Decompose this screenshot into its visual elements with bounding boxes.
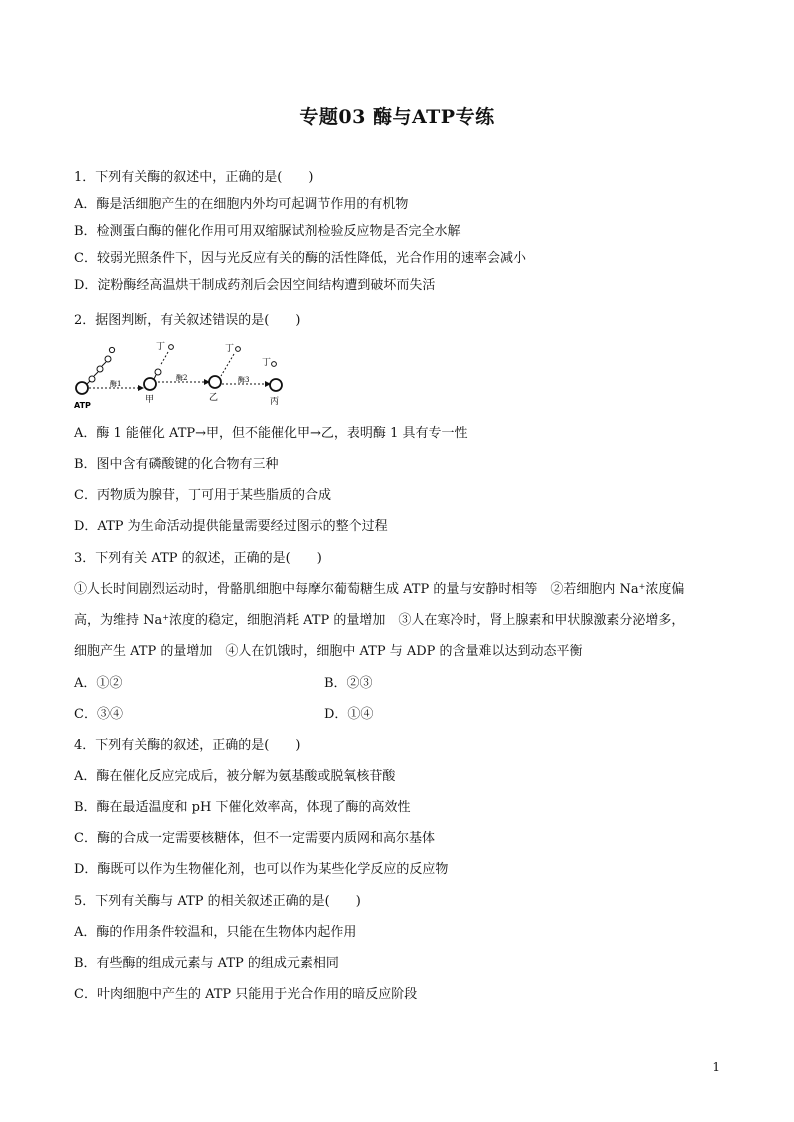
q2-option-a: A．酶 1 能催化 ATP→甲，但不能催化甲→乙，表明酶 1 具有专一性 — [74, 426, 468, 441]
enzyme3-label: 酶3 — [238, 376, 250, 384]
q3-stem: 3．下列有关 ATP 的叙述，正确的是( ) — [74, 551, 322, 566]
yi-adenosine-circle — [209, 376, 221, 388]
q3-p2-superscript: + — [162, 613, 169, 622]
q4-option-a: A．酶在催化反应完成后，被分解为氨基酸或脱氧核苷酸 — [74, 769, 396, 784]
q2-option-b: B．图中含有磷酸键的化合物有三种 — [74, 457, 279, 472]
q5-option-c: C．叶肉细胞中产生的 ATP 只能用于光合作用的暗反应阶段 — [74, 987, 418, 1002]
q1-option-d: D．淀粉酶经高温烘干制成药剂后会因空间结构遭到破坏而失活 — [74, 278, 436, 293]
enzyme1-label: 酶1 — [110, 380, 122, 388]
q1-option-c: C．较弱光照条件下，因与光反应有关的酶的活性降低，光合作用的速率会减小 — [74, 251, 526, 266]
atp-phosphate-2 — [97, 366, 103, 372]
q4-option-c: C．酶的合成一定需要核糖体，但不一定需要内质网和高尔基体 — [74, 831, 435, 846]
atp-adenosine-circle — [76, 382, 88, 394]
jia-label: 甲 — [145, 395, 155, 405]
q3-p2-end: 浓度的稳定，细胞消耗 ATP 的量增加 ③人在寒冷时，肾上腺素和甲状腺激素分泌增多， — [168, 613, 685, 628]
page-title: 专题03 酶与ATP专练 — [299, 106, 495, 128]
atp-label: ATP — [74, 401, 91, 410]
bing-adenosine-circle — [270, 379, 282, 391]
q3-option-b: B．②③ — [324, 676, 373, 691]
q4-option-d: D．酶既可以作为生物催化剂，也可以作为某些化学反应的反应物 — [74, 862, 449, 877]
yi-label: 乙 — [209, 393, 219, 403]
q1-option-a: A．酶是活细胞产生的在细胞内外均可起调节作用的有机物 — [74, 197, 409, 212]
enzyme2-label: 酶2 — [176, 374, 188, 382]
q4-stem: 4．下列有关酶的叙述，正确的是( ) — [74, 738, 301, 753]
jia-phosphate — [155, 369, 161, 375]
bing-label: 丙 — [270, 397, 280, 407]
q5-stem: 5．下列有关酶与 ATP 的相关叙述正确的是( ) — [74, 894, 361, 909]
q2-stem: 2．据图判断，有关叙述错误的是( ) — [74, 313, 301, 328]
q3-paragraph-line-1 — [74, 581, 684, 599]
q1-stem: 1．下列有关酶的叙述中，正确的是( ) — [74, 170, 314, 185]
q1-option-b: B．检测蛋白酶的催化作用可用双缩脲试剂检验反应物是否完全水解 — [74, 224, 461, 239]
atp-hydrolysis-diagram — [72, 338, 292, 412]
q3-p2-start: 高，为维持 Na — [74, 613, 163, 628]
q3-p1-end: 浓度偏 — [645, 582, 685, 597]
q3-paragraph-line-2 — [74, 612, 684, 630]
q5-option-a: A．酶的作用条件较温和，只能在生物体内起作用 — [74, 925, 357, 940]
q3-option-d: D．①④ — [324, 707, 374, 722]
q2-option-c: C．丙物质为腺苷，丁可用于某些脂质的合成 — [74, 488, 331, 503]
q3-paragraph-line-3: 细胞产生 ATP 的量增加 ④人在饥饿时，细胞中 ATP 与 ADP 的含量难以达到动态平衡 — [74, 644, 583, 659]
q5-option-b: B．有些酶的组成元素与 ATP 的组成元素相同 — [74, 956, 339, 971]
q4-option-b: B．酶在最适温度和 pH 下催化效率高，体现了酶的高效性 — [74, 800, 411, 815]
ding-label-3: 丁 — [262, 358, 272, 368]
jia-adenosine-circle — [144, 378, 156, 390]
q3-option-a: A．①② — [74, 676, 123, 691]
q3-option-c: C．③④ — [74, 707, 123, 722]
page-number: 1 — [712, 1060, 720, 1074]
q3-p1-superscript: + — [638, 582, 646, 591]
ding-label-1: 丁 — [156, 342, 166, 352]
q3-p1-text: ①人长时间剧烈运动时，骨骼肌细胞中每摩尔葡萄糖生成 ATP 的量与安静时相等 ②若细胞内 Na — [74, 582, 639, 597]
q2-option-d: D．ATP 为生命活动提供能量需要经过图示的整个过程 — [74, 519, 388, 534]
ding-label-2: 丁 — [225, 344, 235, 354]
atp-phosphate-3 — [105, 356, 111, 362]
